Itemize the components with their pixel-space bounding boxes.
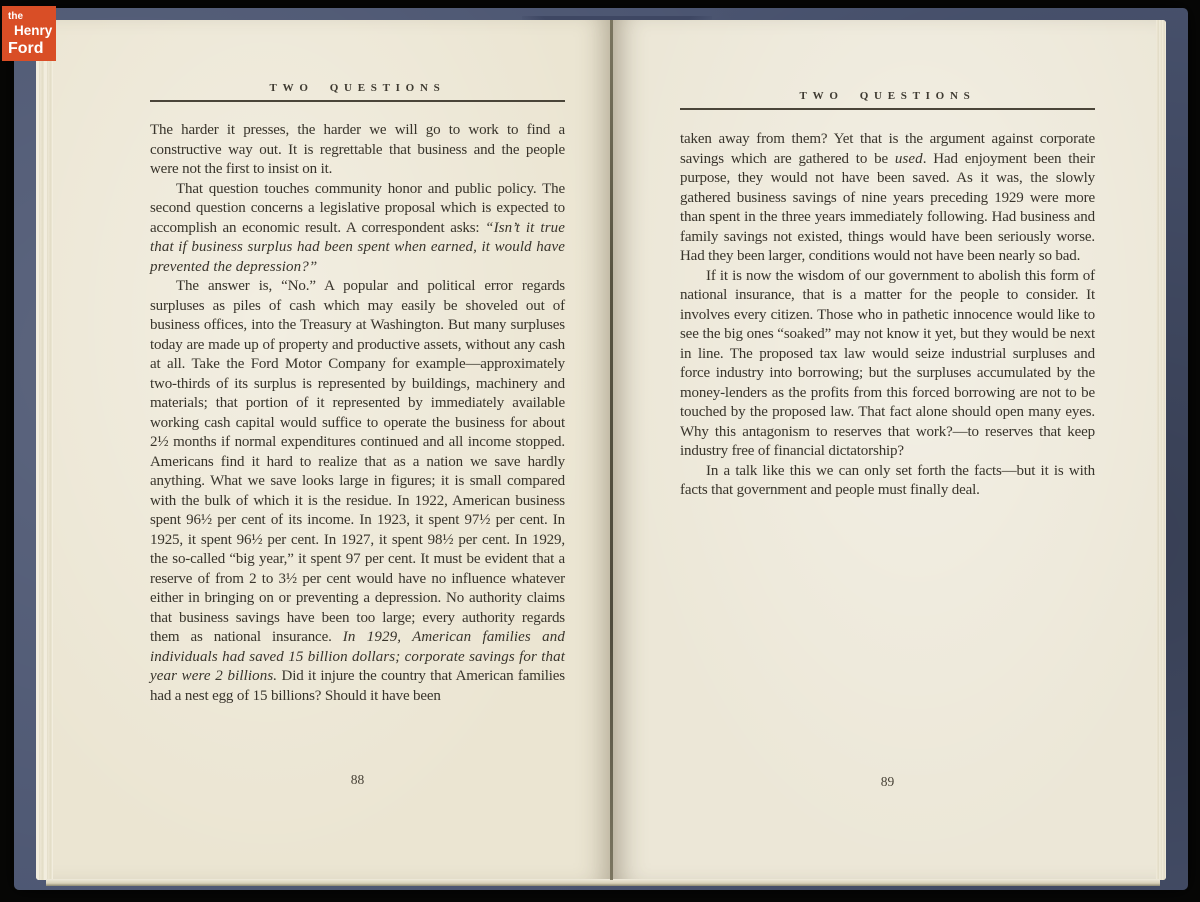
page-body-left bbox=[150, 121, 565, 706]
page-number-right: 89 bbox=[880, 774, 895, 789]
page-number-left: 88 bbox=[350, 772, 365, 787]
head-rule-left bbox=[150, 100, 565, 102]
book-gutter bbox=[610, 20, 613, 880]
paragraph: taken away from them? Yet that is the argument against corporate savings which are gathered to be used. Had enjoyment been their purpose, they would not have been saved. As it was, the slowly gathered business savings of nine years preceding 1929 were more than spent in the three years immediately following. Had business and family savings not existed, things would have been seriously worse. Had they been larger, conditions would not have been nearly so bad. bbox=[680, 131, 1095, 264]
head-rule-right bbox=[680, 108, 1095, 110]
page-body-right bbox=[680, 130, 1095, 501]
open-pages bbox=[36, 20, 1166, 880]
watermark-ford: Ford bbox=[8, 39, 44, 57]
paragraph: That question touches community honor and public policy. The second question concerns a legislative proposal which is expected to accomplish an economic result. A correspondent asks: “Isn’t it true that if business surplus had been spent when earned, it would have prevented the depression?” bbox=[150, 180, 565, 275]
page-edges-bottom bbox=[46, 879, 1160, 886]
paragraph: If it is now the wisdom of our government to abolish this form of national insurance, that is a matter for the people to consider. It involves every citizen. Those who in pathetic innocence would like to see the big ones “soaked” may not know it yet, but they would be next in line. The proposed tax law would seize industrial surpluses and force industry into borrowing; but the surpluses accumulated by the money-lenders as the profits from this forced borrowing are not to be touched by the proposed law. That fact alone should open many eyes. Why this antagonism to reserves that work?—to reserves that keep industry free of financial dictatorship? bbox=[680, 267, 1095, 459]
watermark-henry: Henry bbox=[14, 23, 53, 38]
page-edges-left bbox=[36, 20, 53, 880]
running-head-left: TWO QUESTIONS bbox=[269, 82, 446, 94]
watermark-the: the bbox=[8, 11, 23, 22]
paragraph: The answer is, “No.” A popular and political error regards surpluses as piles of cash which may easily be shoveled out of business offices, into the Treasury at Washington. But many surpluses today are made up of property and productive assets, without any cash at all. Take the Ford Motor Company for example—approximately two-thirds of its surplus is represented by buildings, machinery and materials; that portion of it represented by immediately available working cash capital would suffice to operate the business for about 2½ months if normal expenditures continued and all income stopped. Americans find it hard to realize that as a nation we save hardly anything. What we save looks large in figures; it is small compared with the bulk of which it is the residue. In 1922, American business spent 96½ per cent of its income. In 1923, it spent 97½ per cent. In 1925, it spent 96½ per cent. In 1927, it spent 98½ per cent. In 1929, the so-called “big year,” it spent 97 per cent. It must be evident that a reserve of from 2 to 3½ per cent would have no influence whatever either in bringing on or preventing a depression. No authority claims that business savings have been too large; every authority regards them as national insurance. In 1929, American families and individuals had saved 15 billion dollars; corporate savings for that year were 2 billions. Did it injure the country that American families had a nest egg of 15 billions? Should it have been bbox=[150, 278, 565, 704]
paragraph: In a talk like this we can only set forth the facts—but it is with facts that government and people must finally deal. bbox=[680, 462, 1095, 498]
running-head-right: TWO QUESTIONS bbox=[799, 90, 976, 102]
book bbox=[14, 8, 1188, 890]
henry-ford-watermark bbox=[2, 6, 56, 61]
page-edges-right bbox=[1156, 20, 1166, 880]
paragraph: The harder it presses, the harder we will go to work to find a constructive way out. It is regrettable that business and the people were not the first to insist on it. bbox=[150, 122, 565, 177]
